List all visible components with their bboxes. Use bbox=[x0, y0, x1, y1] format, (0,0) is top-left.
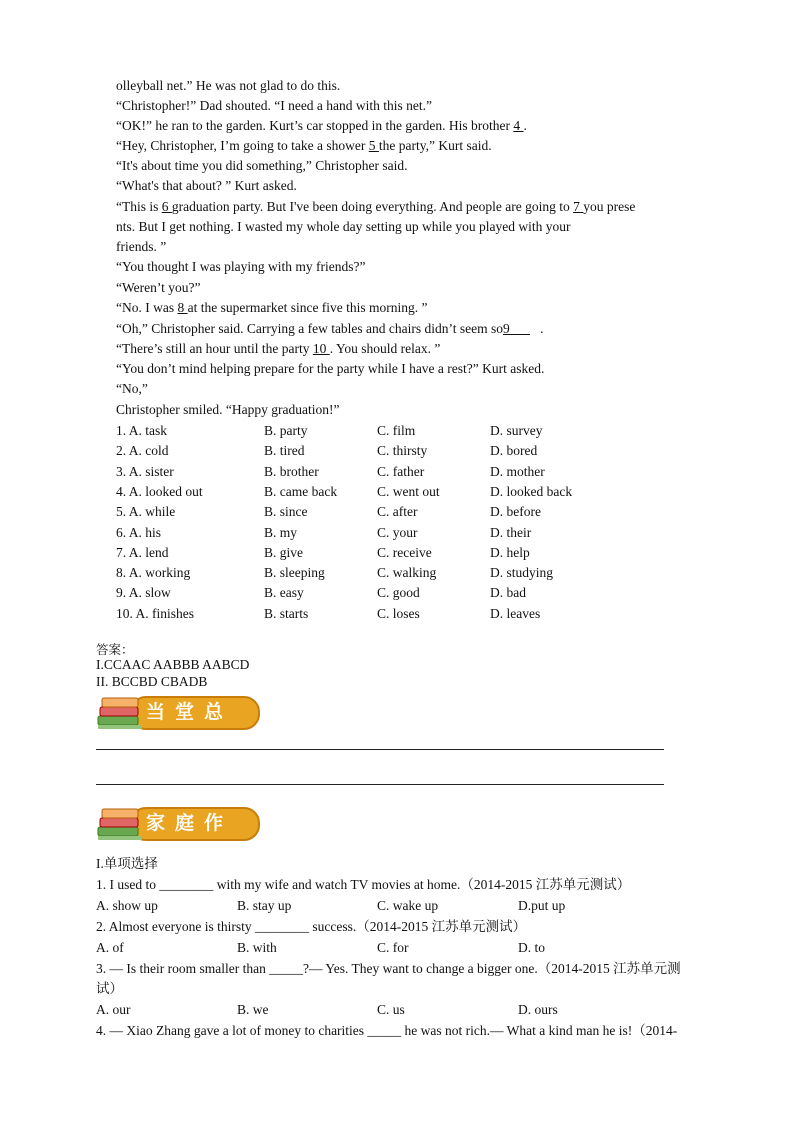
choice-option: 10. A. finishes bbox=[116, 605, 195, 621]
section-title-homework: 家庭作业 bbox=[146, 812, 234, 862]
answers-label: 答案： bbox=[96, 642, 134, 657]
choice-option: D. survey bbox=[490, 423, 543, 438]
choice-option: 2. A. cold bbox=[116, 443, 169, 459]
choice-option: C. after bbox=[377, 504, 418, 520]
choice-option: 1. A. task bbox=[116, 423, 168, 438]
passage-text: the party,” Kurt said. bbox=[378, 138, 492, 153]
passage-line-12 bbox=[116, 299, 428, 317]
choice-option: C. went out bbox=[377, 483, 440, 499]
choice-option: B. tired bbox=[264, 443, 305, 459]
passage-line-14 bbox=[116, 340, 440, 358]
choice-option: 5. A. while bbox=[116, 504, 176, 520]
choice-option: D. their bbox=[490, 524, 532, 540]
answer-option: B. with bbox=[237, 940, 277, 955]
answer-option: B. stay up bbox=[237, 898, 292, 913]
choice-option: D. help bbox=[490, 544, 530, 560]
passage-line-10: “You thought I was playing with my friends?” bbox=[116, 259, 366, 274]
choice-option: C. good bbox=[377, 585, 420, 601]
choice-option: C. film bbox=[377, 423, 416, 438]
passage-line-8: nts. But I get nothing. I wasted my whole day setting up while you played with your bbox=[116, 219, 571, 234]
section-badge-summary bbox=[96, 692, 260, 751]
passage-text: “OK!” he ran to the garden. Kurt’s car stopped in the garden. His brother bbox=[116, 118, 514, 133]
passage-text: “Oh,” Christopher said. Carrying a few tables and chairs didn’t seem so bbox=[116, 321, 504, 336]
passage-text: “There’s still an hour until the party bbox=[116, 341, 313, 356]
passage-line-7 bbox=[116, 198, 635, 216]
blank-9: 9 bbox=[503, 321, 531, 336]
books-icon bbox=[96, 692, 146, 734]
question-4: 4. — Xiao Zhang gave a lot of money to charities _____ he was not rich.— What a kind man he is!（2014- bbox=[96, 1023, 678, 1038]
choice-option: 8. A. working bbox=[116, 565, 191, 581]
passage-line-9: friends. ” bbox=[116, 239, 167, 254]
question-2: 2. Almost everyone is thirsty ________ success.（2014-2015 江苏单元测试） bbox=[96, 919, 527, 934]
passage-text: you prese bbox=[583, 199, 636, 214]
passage-line-16: “No,” bbox=[116, 381, 148, 396]
passage-line-5: “It's about time you did something,” Christopher said. bbox=[116, 158, 408, 173]
choice-option: D. before bbox=[490, 504, 541, 520]
choice-option: B. my bbox=[264, 524, 298, 540]
answer-option: A. of bbox=[96, 940, 124, 955]
answer-option: D. ours bbox=[518, 1002, 558, 1017]
passage-text: “No. I was bbox=[116, 300, 178, 315]
passage-text: “Hey, Christopher, I’m going to take a shower bbox=[116, 138, 369, 153]
passage-text: . bbox=[530, 321, 544, 336]
choice-option: 3. A. sister bbox=[116, 463, 174, 479]
choice-option: D. studying bbox=[490, 565, 554, 581]
choice-option: B. party bbox=[264, 423, 308, 438]
choice-option: B. easy bbox=[264, 585, 304, 601]
choice-option: D. leaves bbox=[490, 605, 541, 621]
blank-8: 8 bbox=[177, 300, 188, 315]
summary-writing-line-2 bbox=[96, 784, 664, 785]
question-3-line-1: 3. — Is their room smaller than _____?— Yes. They want to change a bigger one.（2014-2015 江苏单元测 bbox=[96, 961, 681, 976]
passage-line-6: “What's that about? ” Kurt asked. bbox=[116, 178, 297, 193]
choice-option: B. came back bbox=[264, 483, 338, 499]
choice-option: B. starts bbox=[264, 605, 309, 621]
passage-line-15: “You don’t mind helping prepare for the party while I have a rest?” Kurt asked. bbox=[116, 361, 545, 376]
question-1: 1. I used to ________ with my wife and watch TV movies at home.（2014-2015 江苏单元测试） bbox=[96, 877, 631, 892]
passage-text: “This is bbox=[116, 199, 162, 214]
passage-line-2: “Christopher!” Dad shouted. “I need a hand with this net.” bbox=[116, 98, 433, 113]
choice-option: D. bad bbox=[490, 585, 526, 601]
choice-option: 7. A. lend bbox=[116, 544, 169, 560]
books-icon bbox=[96, 803, 146, 845]
choice-option: C. receive bbox=[377, 544, 432, 560]
choice-option: 6. A. his bbox=[116, 524, 162, 540]
choice-option: C. thirsty bbox=[377, 443, 428, 459]
question-3-line-2: 试） bbox=[96, 981, 123, 996]
answer-option: A. our bbox=[96, 1002, 131, 1017]
passage-text: at the supermarket since five this morning. ” bbox=[187, 300, 428, 315]
passage-line-3 bbox=[116, 117, 527, 135]
answers-part-i: I.CCAAC AABBB AABCD bbox=[96, 657, 250, 672]
summary-writing-line-1 bbox=[96, 749, 664, 750]
answer-option: C. for bbox=[377, 940, 409, 955]
section-badge-homework bbox=[96, 803, 260, 862]
answer-option: C. wake up bbox=[377, 898, 439, 913]
homework-heading: I.单项选择 bbox=[96, 856, 158, 871]
passage-text: graduation party. But I've been doing everything. And people are going to bbox=[171, 199, 574, 214]
choice-option: B. give bbox=[264, 544, 303, 560]
blank-7: 7 bbox=[573, 199, 584, 214]
choice-option: B. since bbox=[264, 504, 308, 520]
blank-4: 4 bbox=[513, 118, 524, 133]
blank-6: 6 bbox=[161, 199, 172, 214]
answer-option: D.put up bbox=[518, 898, 566, 913]
passage-line-1: olleyball net.” He was not glad to do this. bbox=[116, 78, 341, 93]
choice-option: C. father bbox=[377, 463, 425, 479]
section-title-summary: 当堂总结 bbox=[146, 701, 234, 751]
blank-5: 5 bbox=[368, 138, 379, 153]
passage-text: . bbox=[523, 118, 527, 133]
choice-option: C. your bbox=[377, 524, 418, 540]
choice-option: D. mother bbox=[490, 463, 545, 479]
passage-line-17: Christopher smiled. “Happy graduation!” bbox=[116, 402, 340, 417]
answer-option: C. us bbox=[377, 1002, 405, 1017]
passage-line-4 bbox=[116, 137, 492, 155]
passage-line-11: “Weren’t you?” bbox=[116, 280, 201, 295]
answers-part-ii: II. BCCBD CBADB bbox=[96, 674, 208, 689]
choice-option: D. bored bbox=[490, 443, 538, 459]
blank-10: 10 bbox=[312, 341, 330, 356]
choice-option: B. brother bbox=[264, 463, 319, 479]
choice-option: B. sleeping bbox=[264, 565, 325, 581]
passage-line-13 bbox=[116, 320, 544, 338]
passage-text: . You should relax. ” bbox=[329, 341, 441, 356]
choice-option: 4. A. looked out bbox=[116, 483, 203, 499]
choice-option: 9. A. slow bbox=[116, 585, 171, 601]
choice-option: C. walking bbox=[377, 565, 437, 581]
answer-option: D. to bbox=[518, 940, 545, 955]
answer-option: A. show up bbox=[96, 898, 158, 913]
answer-option: B. we bbox=[237, 1002, 269, 1017]
choice-option: C. loses bbox=[377, 605, 420, 621]
choice-option: D. looked back bbox=[490, 483, 573, 499]
